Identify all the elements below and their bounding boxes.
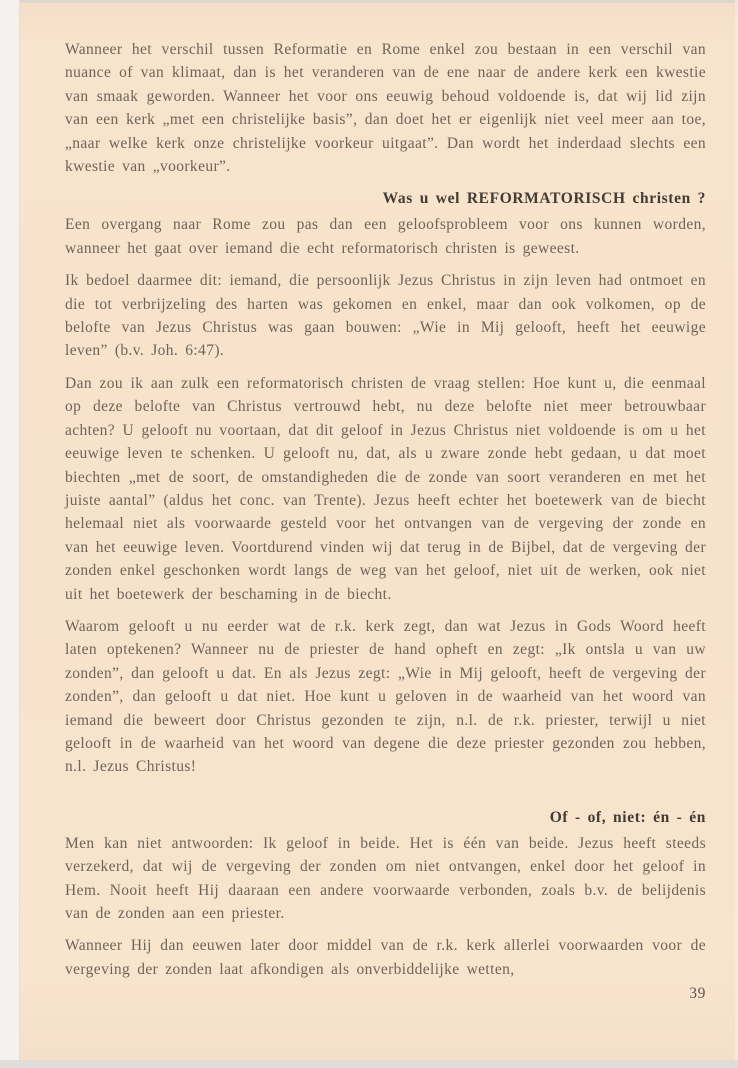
paragraph-wanneer-hij-dan-eeuwen: Wanneer Hij dan eeuwen later door middel van de r.k. kerk allerlei voorwaarden voor de vergeving der zonden laat afkondigen als onverbiddelijke wetten,	[65, 937, 706, 978]
page-text-block	[65, 38, 706, 1005]
scan-bottom-edge	[0, 1060, 738, 1068]
section-heading-reformatorisch-christen: Was u wel REFORMATORISCH christen ?	[382, 190, 706, 208]
scan-left-margin-edge	[0, 0, 20, 1068]
section-heading-of-of-niet-en-en: Of - of, niet: én - én	[549, 808, 706, 826]
page-number: 39	[689, 985, 706, 1003]
paragraph-waarom-gelooft-u: Waarom gelooft u nu eerder wat de r.k. kerk zegt, dan wat Jezus in Gods Woord heeft laten optekenen? Wanneer nu de priester de hand opheft en zegt: „Ik ontsla u van uw zonden”, dan gelooft u dat. En als Jezus zegt: „Wie in Mij gelooft, heeft de vergeving der zonden”, dan gelooft u dat niet. Hoe kunt u geloven in de waarheid van het woord van iemand die beweert door Christus gezonden te zijn, n.l. de r.k. priester, terwijl u niet gelooft in de waarheid van het woord van degene die deze priester gezonden zou hebben, n.l. Jezus Christus!	[65, 617, 706, 776]
paragraph-overgang-naar-rome: Een overgang naar Rome zou pas dan een geloofsprobleem voor ons kunnen worden, wanneer het gaat over iemand die echt reformatorisch christen is geweest.	[65, 216, 706, 257]
paragraph-vraag-stellen: Dan zou ik aan zulk een reformatorisch christen de vraag stellen: Hoe kunt u, die eenmaal op deze belofte van Christus vertrouwd hebt, nu deze belofte niet meer betrouwbaar achten? U gelooft nu voortaan, dat dit geloof in Jezus Christus niet voldoende is om u het eeuwige leven te schenken. U gelooft nu, dat, als u zware zonde hebt gedaan, u dat moet biechten „met de soort, de omstandigheden die de zonde van soort veranderen en met het juiste aantal” (aldus het conc. van Trente). Jezus heeft echter het boetewerk van de biecht helemaal niet als voorwaarde gesteld voor het ontvangen van de vergeving der zonde en van het eeuwige leven. Voortdurend vinden wij dat terug in de Bijbel, dat de vergeving der zonden enkel geschonken wordt langs de weg van het geloof, niet uit de werken, ook niet uit het boetewerk der beschaming in de biecht.	[65, 374, 706, 603]
scan-top-edge	[0, 0, 738, 3]
paragraph-ik-bedoel-daarmee: Ik bedoel daarmee dit: iemand, die persoonlijk Jezus Christus in zijn leven had ontmoet en die tot verbrijzeling des harten was gekomen en enkel, maar dan ook volkomen, op de belofte van Jezus Christus was gaan bouwen: „Wie in Mij gelooft, heeft het eeuwige leven” (b.v. Joh. 6:47).	[65, 272, 706, 360]
paragraph-men-kan-niet-antwoorden: Men kan niet antwoorden: Ik geloof in beide. Het is één van beide. Jezus heeft steeds verzekerd, dat wij de vergeving der zonden om niet ontvangen, enkel door het geloof in Hem. Nooit heeft Hij daaraan een andere voorwaarde verbonden, zoals b.v. de belijdenis van de zonden aan een priester.	[65, 834, 706, 922]
paragraph-intro: Wanneer het verschil tussen Reformatie en Rome enkel zou bestaan in een verschil van nuance of van klimaat, dan is het veranderen van de ene naar de andere kerk een kwestie van smaak geworden. Wanneer het voor ons eeuwig behoud voldoende is, dat wij lid zijn van een kerk „met een christelijke basis”, dan doet het er eigenlijk niet veel meer aan toe, „naar welke kerk onze christelijke voorkeur uitgaat”. Dan wordt het inderdaad slechts een kwestie van „voorkeur”.	[65, 41, 706, 176]
